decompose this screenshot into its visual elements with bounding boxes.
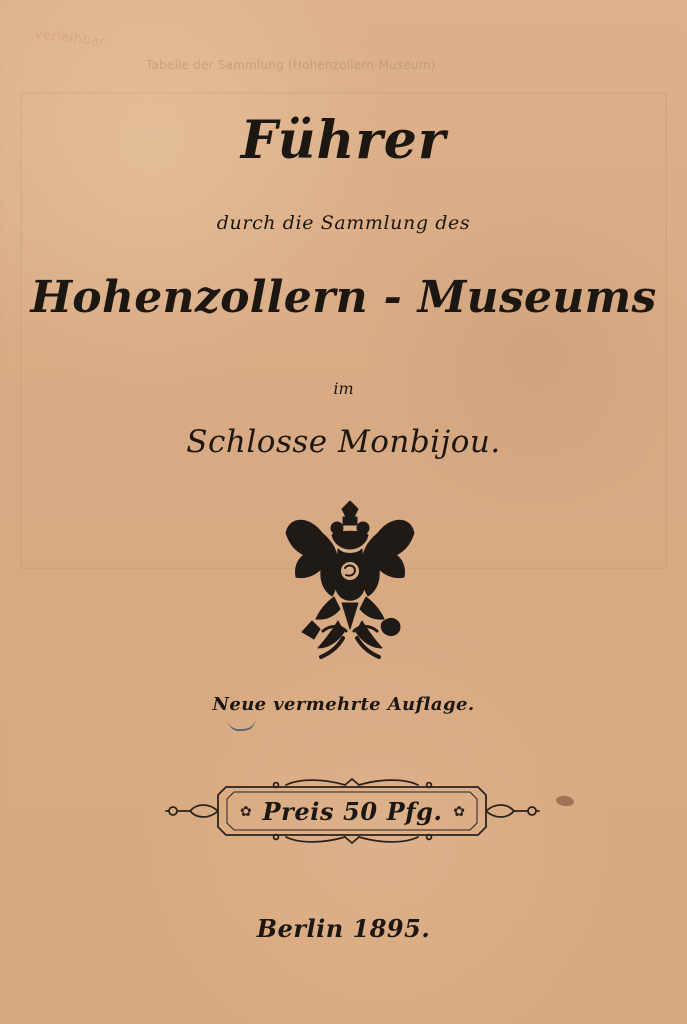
pencil-underline [228, 718, 257, 732]
bleed-text-left: verleihbar [33, 26, 107, 51]
document-subtitle: durch die Sammlung des [216, 212, 471, 234]
decorative-star-icon-right: ✿ [453, 804, 465, 820]
museum-name: Hohenzollern - Museums [30, 272, 657, 323]
edition-note: Neue vermehrte Auflage. [212, 694, 475, 715]
castle-name: Schlosse Monbijou. [186, 424, 501, 460]
price-cartouche [160, 775, 545, 847]
publication-place-date: Berlin 1895. [256, 914, 431, 943]
decorative-star-icon-left: ✿ [240, 804, 252, 820]
ink-stain [555, 795, 574, 807]
eagle-crest-icon [280, 493, 420, 665]
bleed-text-top: Tabelle der Sammlung (Hohenzollern-Museum) [146, 58, 436, 72]
document-title: Führer [240, 110, 447, 171]
price-label: Preis 50 Pfg. [262, 797, 443, 826]
preposition-im: im [333, 379, 354, 398]
